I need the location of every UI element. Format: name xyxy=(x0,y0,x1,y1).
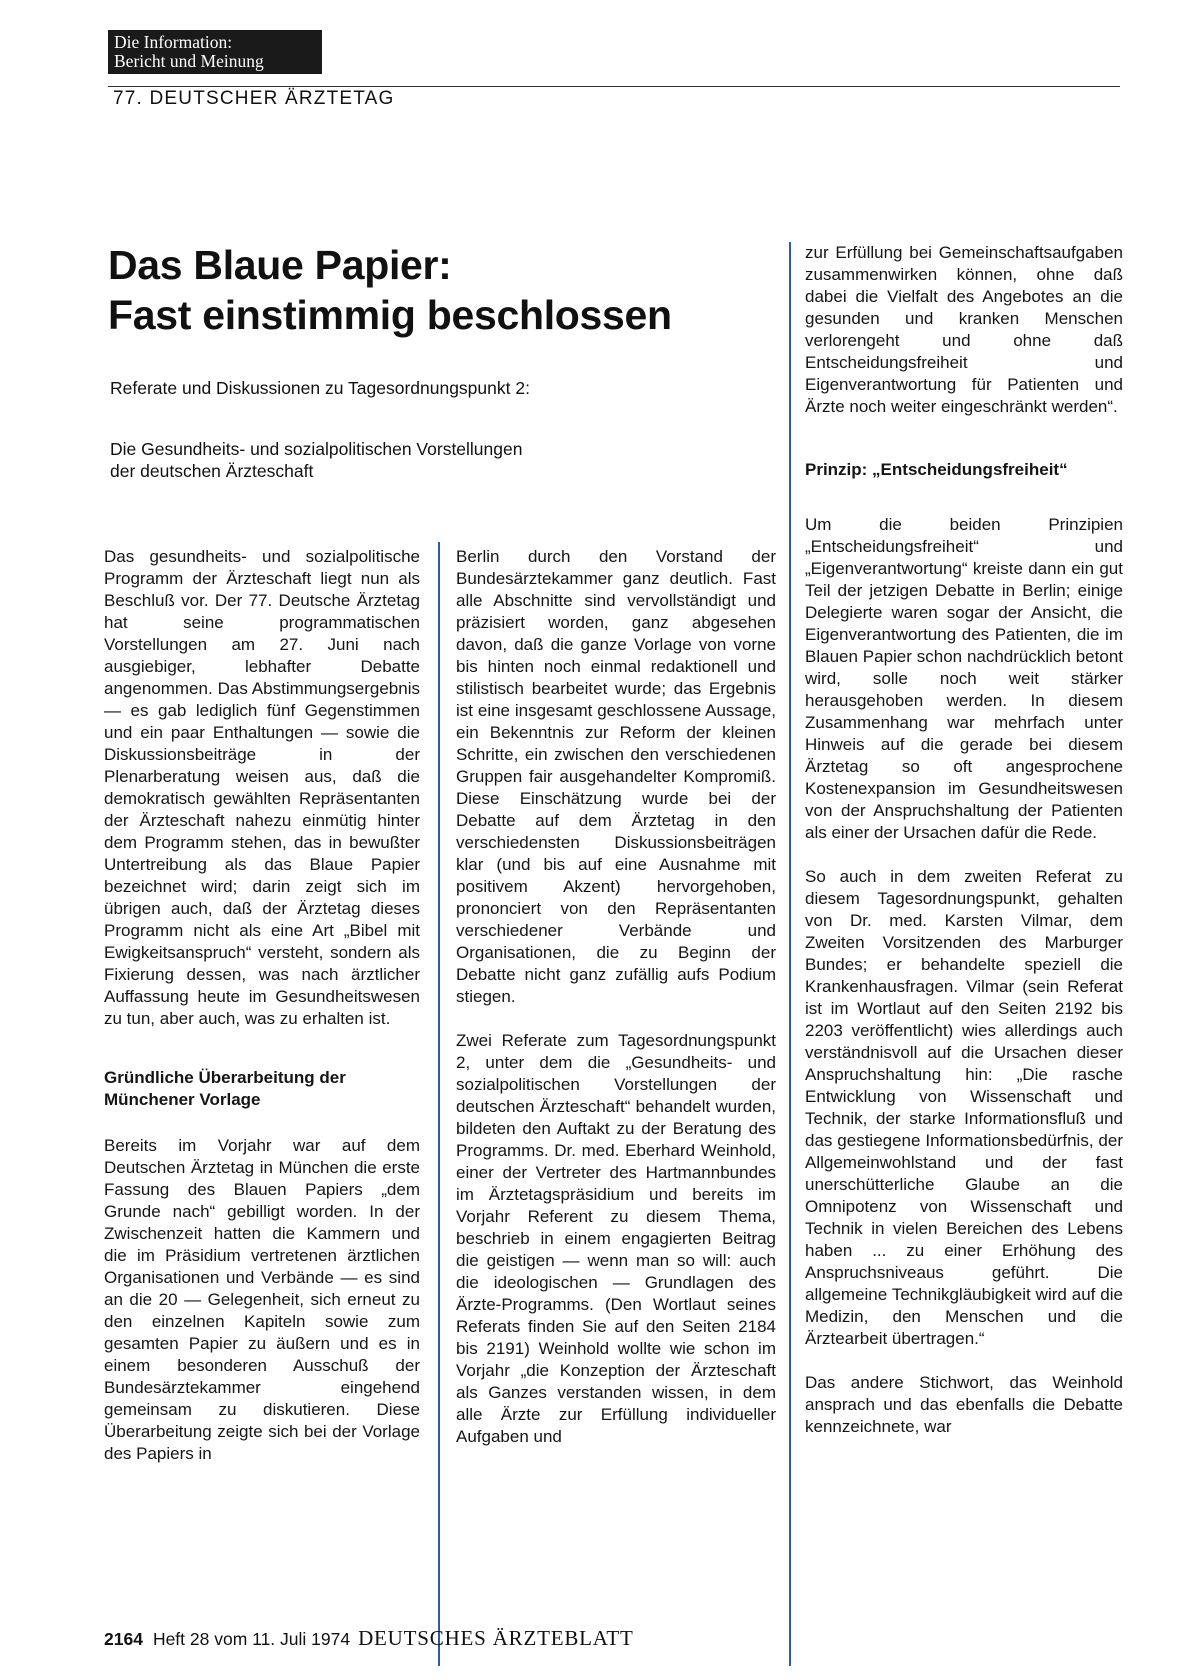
section-heading: 77. DEUTSCHER ÄRZTETAG xyxy=(113,88,395,109)
title-line-2: Fast einstimmig beschlossen xyxy=(108,292,672,338)
paragraph: Um die beiden Prinzipien „Entscheidungsfreiheit“ und „Eigenverantwortung“ kreiste dann ein gut Teil der jetzigen Debatte in Berlin; einige Delegierte waren sogar der Ansicht, die Eigenverantwortung des Patienten, die im Blauen Papier schon nachdrücklich betont wird, solle noch weit stärker herausgehoben werden. In diesem Zusammenhang war mehrfach unter Hinweis auf die gerade bei diesem Ärztetag so oft angesprochene Kostenexpansion im Gesundheitswesen von der Anspruchshaltung der Patienten als einer der Ursachen dafür die Rede. xyxy=(805,515,1123,842)
text-column-1 xyxy=(104,546,420,1465)
topic-line-2: der deutschen Ärzteschaft xyxy=(110,461,314,481)
badge-line-1: Die Information: xyxy=(114,32,233,52)
text-column-2 xyxy=(456,546,776,1448)
subheading: Prinzip: „Entscheidungsfreiheit“ xyxy=(805,460,1068,479)
article-subtitle: Referate und Diskussionen zu Tagesordnungspunkt 2: xyxy=(110,378,530,398)
title-line-1: Das Blaue Papier: xyxy=(108,242,452,288)
paragraph: Das gesundheits- und sozialpolitische Programm der Ärzteschaft liegt nun als Beschluß vor. Der 77. Deutsche Ärztetag hat seine programmatischen Vorstellungen am 27. Juni nach ausgiebiger, lebhafter Debatte angenommen. Das Abstimmungsergebnis — es gab lediglich fünf Gegenstimmen und ein paar Enthaltungen — sowie die Diskussionsbeiträge in der Plenarberatung weisen aus, daß die demokratisch gewählten Repräsentanten der Ärzteschaft nahezu einmütig hinter dem Programm stehen, das in bewußter Untertreibung als das Blaue Papier bezeichnet wird; darin zeigt sich im übrigen auch, daß der Ärztetag dieses Programm nicht als eine Art „Bibel mit Ewigkeitsanspruch“ versteht, sondern als Fixierung dessen, was nach ärztlicher Auffassung heute im Gesundheitswesen zu tun, aber auch, was zu erhalten ist. xyxy=(104,547,420,1028)
paragraph: Das andere Stichwort, das Weinhold ansprach und das ebenfalls die Debatte kennzeichnete, war xyxy=(805,1373,1123,1436)
paragraph: Berlin durch den Vorstand der Bundesärztekammer ganz deutlich. Fast alle Abschnitte sind vervollständigt und präzisiert worden, ganz abgesehen davon, daß die ganze Vorlage von vorne bis hinten noch einmal redaktionell und stilistisch bearbeitet wurde; das Ergebnis ist eine insgesamt geschlossene Aussage, ein Bekenntnis zur Reform der kleinen Schritte, ein zwischen den verschiedenen Gruppen fair ausgehandelter Kompromiß. Diese Einschätzung wurde bei der Debatte auf dem Ärztetag in den verschiedensten Diskussionsbeiträgen klar (und bis auf eine Ausnahme mit positivem Akzent) hervorgehoben, prononciert von den Repräsentanten verschiedener Verbände und Organisationen, die zu Beginn der Debatte nicht ganz zufällig aufs Podium stiegen. xyxy=(456,547,776,1006)
page-number: 2164 xyxy=(104,1629,143,1649)
article-topic xyxy=(110,438,522,482)
journal-name: DEUTSCHES ÄRZTEBLATT xyxy=(358,1626,634,1650)
page-footer xyxy=(104,1626,634,1651)
paragraph: Bereits im Vorjahr war auf dem Deutschen Ärztetag in München die erste Fassung des Blauen Papiers „dem Grunde nach“ gebilligt worden. In der Zwischenzeit hatten die Kammern und die im Präsidium vertretenen ärztlichen Organisationen und Verbände — es sind an die 20 — Gelegenheit, sich erneut zu den einzelnen Kapiteln sowie zum gesamten Papier zu äußern und es in einem besonderen Ausschuß der Bundesärztekammer eingehend gemeinsam zu diskutieren. Diese Überarbeitung zeigte sich bei der Vorlage des Papiers in xyxy=(104,1136,420,1463)
paragraph: Zwei Referate zum Tagesordnungspunkt 2, unter dem die „Gesundheits- und sozialpolitischen Vorstellungen der deutschen Ärzteschaft“ behandelt wurden, bildeten den Auftakt zu der Beratung des Programms. Dr. med. Eberhard Weinhold, einer der Vertreter des Hartmannbundes im Ärztetagspräsidium und bereits im Vorjahr Referent zu diesem Thema, beschrieb in einem engagierten Beitrag die geistigen — wenn man so will: auch die ideologischen — Grundlagen des Ärzte-Programms. (Den Wortlaut seines Referats finden Sie auf den Seiten 2184 bis 2191) Weinhold wollte wie schon im Vorjahr „die Konzeption der Ärzteschaft als Ganzes verstanden wissen, in dem alle Ärzte zur Erfüllung individueller Aufgaben und xyxy=(456,1031,776,1446)
text-column-3 xyxy=(805,242,1123,1438)
subheading: Gründliche Überarbeitung der Münchener Vorlage xyxy=(104,1068,346,1109)
issue-info: Heft 28 vom 11. Juli 1974 xyxy=(152,1629,351,1649)
column-divider xyxy=(789,242,791,1666)
section-badge xyxy=(108,30,322,74)
badge-line-2: Bericht und Meinung xyxy=(114,51,264,71)
paragraph: So auch in dem zweiten Referat zu diesem Tagesordnungspunkt, gehalten von Dr. med. Karsten Vilmar, dem Zweiten Vorsitzenden des Marburger Bundes; er behandelte speziell die Krankenhausfragen. Vilmar (sein Referat ist im Wortlaut auf den Seiten 2192 bis 2203 veröffentlicht) wies allerdings auch verständnisvoll auf die Ursachen dieser Anspruchshaltung hin: „Die rasche Entwicklung von Wissenschaft und Technik, der starke Informationsfluß und das gestiegene Informationsbedürfnis, der Allgemeinwohlstand und der fast unerschütterliche Glaube an die Omnipotenz von Wissenschaft und Technik in vielen Bereichen des Lebens haben ... zu einer Erhöhung des Anspruchsniveaus geführt. Die allgemeine Technikgläubigkeit wird auf die Medizin, den Menschen und die Ärztearbeit übertragen.“ xyxy=(805,867,1123,1348)
paragraph: zur Erfüllung bei Gemeinschaftsaufgaben zusammenwirken können, ohne daß dabei die Vielfalt des Angebotes an die gesunden und kranken Menschen verlorengeht und ohne daß Entscheidungsfreiheit und Eigenverantwortung für Patienten und Ärzte noch weiter eingeschränkt werden“. xyxy=(805,243,1123,416)
header-rule xyxy=(108,86,1120,87)
topic-line-1: Die Gesundheits- und sozialpolitischen Vorstellungen xyxy=(110,439,523,459)
article-title xyxy=(108,240,748,340)
column-divider xyxy=(438,542,440,1666)
